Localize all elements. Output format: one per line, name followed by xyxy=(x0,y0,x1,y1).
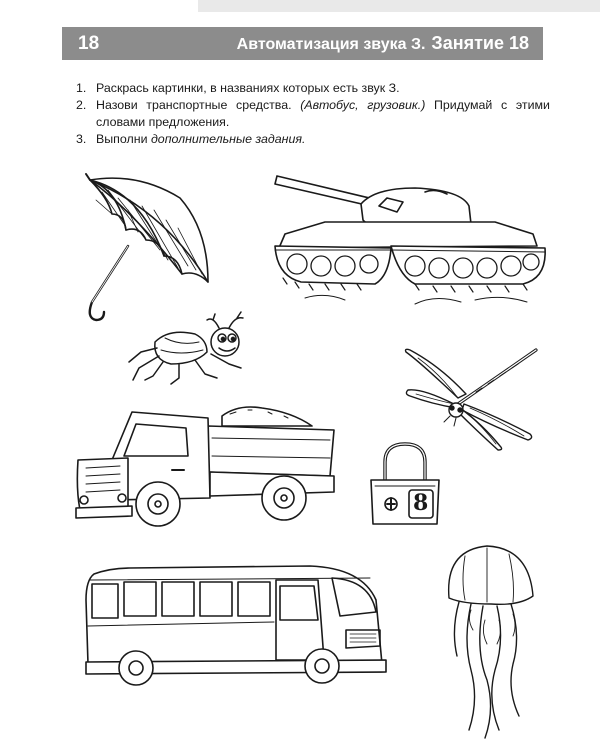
header-topic: Автоматизация звука З. xyxy=(236,36,426,53)
page-header xyxy=(62,27,543,60)
umbrella-icon xyxy=(68,170,218,330)
task-text-plain: Придумай с этими словами предложения. xyxy=(96,98,550,129)
beetle-icon xyxy=(125,312,255,387)
truck-icon xyxy=(72,400,342,540)
tank-icon xyxy=(265,166,555,316)
task-number: 2. xyxy=(76,98,87,112)
header-title xyxy=(237,33,529,54)
top-strip xyxy=(198,0,600,12)
task-number: 1. xyxy=(76,81,87,95)
task-item xyxy=(76,131,550,148)
task-number: 3. xyxy=(76,132,87,146)
task-text xyxy=(96,97,550,131)
jellyfish-icon xyxy=(435,540,545,740)
task-text-italic: дополнительные задания. xyxy=(150,132,306,146)
padlock-digit: 8 xyxy=(413,490,429,516)
padlock-icon xyxy=(365,440,445,530)
task-text-plain: Назови транспортные средства. xyxy=(96,98,292,112)
bus-icon xyxy=(70,560,400,695)
header-lesson: Занятие 18 xyxy=(431,33,529,53)
task-text xyxy=(96,131,550,148)
page-number: 18 xyxy=(78,32,100,54)
task-text: Раскрась картинки, в названиях которых есть звук З. xyxy=(96,81,400,95)
task-item xyxy=(76,97,550,131)
task-item xyxy=(76,80,550,97)
dragonfly-icon xyxy=(400,342,550,452)
task-text-italic: (Автобус, грузовик.) xyxy=(300,98,426,112)
task-text-plain: Выполни xyxy=(96,132,148,146)
task-list xyxy=(76,80,550,148)
